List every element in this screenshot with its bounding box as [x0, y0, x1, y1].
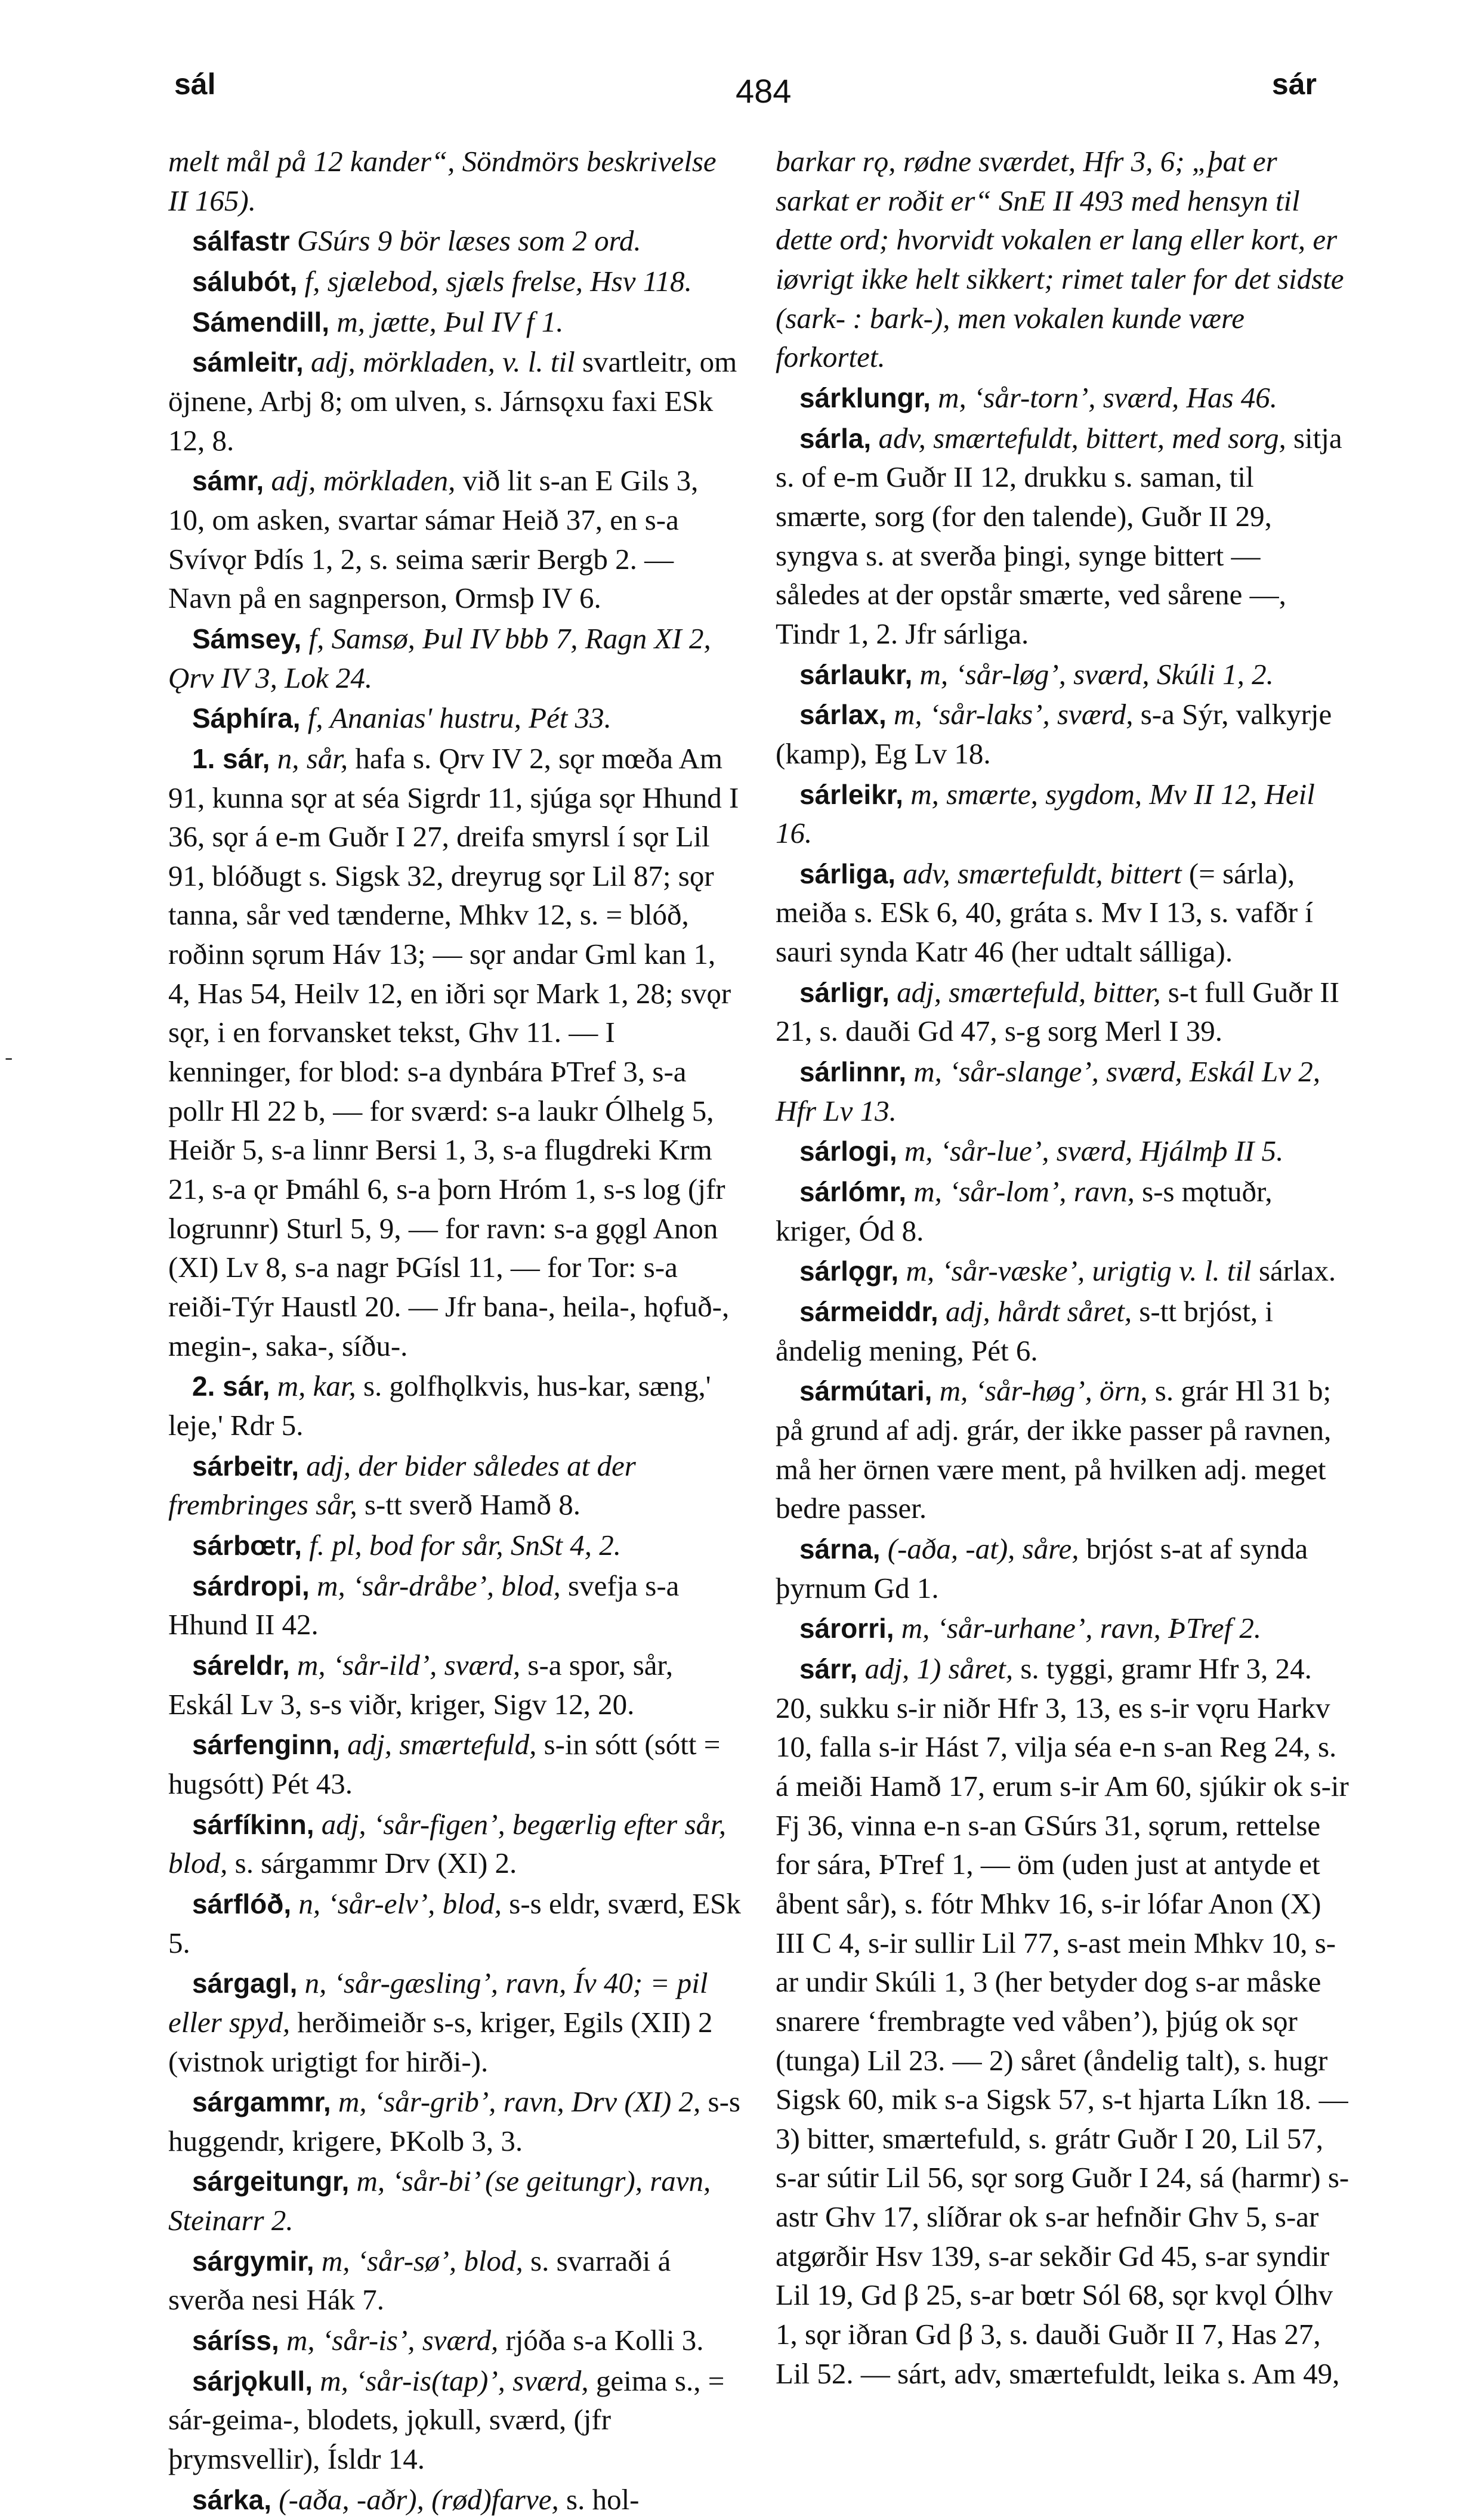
dictionary-entry	[168, 1366, 741, 1445]
entry-definition: m, jætte, Þul IV f 1.	[336, 305, 564, 338]
entry-headword: sárfenginn,	[192, 1729, 340, 1761]
entry-definition: adj, hårdt såret,	[945, 1295, 1132, 1328]
dictionary-entry	[776, 1371, 1351, 1528]
dictionary-entry	[776, 142, 1351, 377]
entry-headword: sáreldr,	[192, 1649, 290, 1681]
entry-headword: sálubót,	[192, 265, 298, 297]
entry-headword: sárgagl,	[192, 1968, 298, 1999]
entry-definition: f, sjælebod, sjæls frelse, Hsv 118.	[304, 264, 692, 298]
dictionary-entry	[168, 342, 741, 460]
entry-body: s. tyggi, gramr Hfr 3, 24. 20, sukku s-ir niðr Hfr 3, 13, es s-ir vǫru Harkv 10, falla s-ir Hást 7, vilja séa e-n s-an Reg 24, s. á meiði Hamð 17, erum s-ir Am 60, sjúkir ok s-ir Fj 36, vinna e-n s-an GSúrs 31, sǫrum, rettelse for sára, ÞTref 1, — öm (uden just at antyde et åbent sår), s. fótr Mhkv 16, s-ir lófar Anon (X) III C 4, s-ir sullir Lil 77, s-ast mein Mhkv 10, s-ar undir Skúli 1, 3 (her betyder dog s-ar måske snarere ‘frembragte ved våben’), þjúg ok sǫr (tunga) Lil 23. — 2) såret (åndelig talt), s. hugr Sigsk 60, mik s-a Sigsk 57, s-t hjarta Líkn 18. — 3) bitter, smærtefuld, s. grátr Guðr I 20, Lil 57, s-ar sútir Lil 56, sǫr sorg Guðr I 24, sá (harmr) s-astr Ghv 17, slíðrar ok s-ar hefnðir Ghv 5, s-ar atgørðir Hsv 139, s-ar sekðir Gd 45, s-ar syndir Lil 19, Gd β 25, s-ar bœtr Sól 68, sǫr kvǫl Ólhv 1, sǫr iðran Gd β 3, s. dauði Guðr II 7, Has 27, Lil 52. — sárt, adv, smærtefuldt, leika s. Am 49,	[776, 1652, 1350, 2390]
entry-definition: m, ‘sår-grib’, ravn, Drv (XI) 2,	[338, 2085, 701, 2119]
entry-body: s-s huggendr, krigere, ÞKolb 3, 3.	[168, 2085, 741, 2157]
dictionary-entry	[168, 461, 741, 618]
dictionary-entry	[776, 378, 1351, 418]
entry-definition: m, ‘sår-ild’, sværd,	[297, 1648, 521, 1681]
right-column	[776, 142, 1351, 2394]
entry-body: s. svarraði á sverða nesi Hák 7.	[168, 2244, 671, 2317]
entry-definition: barkar rǫ, rødne sværdet, Hfr 3, 6; „þat er sarkat er roðit er“ SnE II 493 med hensyn til dette ord; hvorvidt vokalen er lang eller kort, er iøvrigt ikke helt sikkert; rimet taler for det sidste (sark- : bark-), men vokalen kunde være forkortet.	[776, 145, 1344, 374]
entry-body: (= sárla), meiða s. ESk 6, 40, gráta s. Mv I 13, s. vafðr í sauri synda Katr 46 (her udtalt sálliga).	[776, 857, 1313, 969]
dictionary-entry	[168, 2241, 741, 2320]
dictionary-entry	[776, 1292, 1351, 1370]
dictionary-entry	[776, 973, 1351, 1051]
entry-body: s-tt sverð Hamð 8.	[364, 1488, 580, 1522]
dictionary-entry	[776, 1649, 1351, 2393]
entry-headword: sárlogi,	[799, 1136, 897, 1167]
entry-definition: m, ‘sår-væske’, urigtig v. l. til	[906, 1254, 1252, 1288]
entry-body: geima s., = sár-geima-, blodets, jǫkull, sværd, (jfr þrymsvellir), Ísldr 14.	[168, 2364, 725, 2476]
entry-headword: sárleikr,	[799, 778, 903, 810]
entry-body: s. golfhǫlkvis, hus-kar, sæng,' leje,' Rdr 5.	[168, 1369, 711, 1442]
dictionary-entry	[776, 1529, 1351, 1607]
entry-body: sitja s. of e-m Guðr II 12, drukku s. saman, til smærte, sorg (for den talende), Guðr II 29, syngva s. at sverða þingi, synge bittert — således at der opstår smærte, ved sårene —, Tindr 1, 2. Jfr sárliga.	[776, 421, 1342, 650]
entry-definition: adj, smærtefuld,	[347, 1728, 537, 1761]
entry-headword: sárla,	[799, 422, 872, 454]
entry-headword: 2. sár,	[192, 1371, 270, 1402]
entry-definition: adj, 1) såret,	[864, 1652, 1014, 1685]
entry-headword: sámleitr,	[192, 347, 304, 378]
entry-body: s-a spor, sår, Eskál Lv 3, s-s viðr, kriger, Sigv 12, 20.	[168, 1648, 674, 1721]
entry-definition: n, ‘sår-gæsling’, ravn, Ív 40; = pil eller spyd,	[168, 1966, 708, 2039]
entry-definition: m, ‘sår-urhane’, ravn, ÞTref 2.	[901, 1612, 1262, 1645]
entry-definition: m, ‘sår-torn’, sværd, Has 46.	[938, 381, 1278, 414]
entry-body: s. sárgammr Drv (XI) 2.	[234, 1847, 517, 1880]
entry-headword: sárna,	[799, 1533, 881, 1564]
entry-definition: m, ‘sår-is(tap)’, sværd,	[320, 2364, 589, 2397]
entry-headword: sárgymir,	[192, 2245, 314, 2277]
entry-headword: sárlǫgr,	[799, 1256, 899, 1287]
entry-definition: adj, mörkladen,	[271, 464, 456, 497]
dictionary-entry	[168, 2321, 741, 2360]
entry-headword: sáríss,	[192, 2325, 279, 2357]
dictionary-entry	[776, 655, 1351, 694]
dictionary-entry	[168, 142, 741, 220]
dictionary-entry	[168, 262, 741, 301]
entry-definition: m, ‘sår-lom’, ravn,	[913, 1175, 1135, 1208]
entry-definition: adj, smærtefuld, bitter,	[897, 975, 1161, 1009]
entry-definition: f. pl, bod for sår, SnSt 4, 2.	[309, 1528, 622, 1562]
dictionary-entry	[776, 1131, 1351, 1171]
entry-headword: Sámsey,	[192, 623, 302, 654]
dictionary-entry	[168, 739, 741, 1366]
dictionary-entry	[168, 619, 741, 697]
entry-headword: sárbœtr,	[192, 1529, 302, 1561]
entry-headword: sárka,	[192, 2484, 272, 2515]
entry-definition: adv, smærtefuldt, bittert, med sorg,	[878, 421, 1286, 454]
dictionary-entry	[168, 1805, 741, 1883]
entry-body: s-s mǫtuðr, kriger, Ód 8.	[776, 1175, 1273, 1247]
entry-headword: 1. sár,	[192, 743, 270, 774]
entry-headword: sármútari,	[799, 1375, 932, 1407]
dictionary-entry	[776, 419, 1351, 654]
entry-headword: sárligr,	[799, 976, 890, 1008]
dictionary-entry	[168, 1446, 741, 1525]
entry-body: sárlax.	[1258, 1254, 1336, 1288]
entry-body: svefja s-a Hhund II 42.	[168, 1569, 680, 1641]
dictionary-entry	[776, 1609, 1351, 1648]
entry-definition: m, smærte, sygdom, Mv II 12, Heil 16.	[776, 777, 1315, 850]
entry-definition: m, ‘sår-lue’, sværd, Hjálmþ II 5.	[904, 1134, 1284, 1168]
entry-definition: f, Ananias' hustru, Pét 33.	[307, 701, 612, 735]
dictionary-entry	[168, 1884, 741, 1962]
entry-body: svartleitr, om öjnene, Arbj 8; om ulven, s. Járnsǫxu faxi ESk 12, 8.	[168, 345, 737, 457]
dictionary-entry	[776, 854, 1351, 972]
dictionary-entry	[168, 1646, 741, 1724]
entry-body: herðimeiðr s-s, kriger, Egils (XII) 2 (vistnok urigtigt for hirði-).	[168, 2005, 713, 2078]
entry-definition: m, ‘sår-løg’, sværd, Skúli 1, 2.	[919, 657, 1274, 691]
entry-definition: adj, ‘sår-figen’, begærlig efter sår, blod,	[168, 1807, 726, 1880]
entry-headword: sármeiddr,	[799, 1296, 938, 1328]
entry-definition: n, sår,	[277, 741, 348, 775]
entry-definition: m, kar,	[277, 1369, 356, 1403]
dictionary-entry	[168, 1526, 741, 1565]
entry-definition: melt mål på 12 kander“, Söndmörs beskrivelse II 165).	[168, 145, 717, 217]
entry-definition: m, ‘sår-dråbe’, blod,	[317, 1569, 561, 1602]
entry-headword: sárfíkinn,	[192, 1808, 314, 1840]
dictionary-entry	[168, 302, 741, 342]
dictionary-entry	[168, 1725, 741, 1803]
entry-headword: sárdropi,	[192, 1570, 310, 1601]
entry-definition: adj, mörkladen, v. l. til	[310, 345, 575, 379]
dictionary-entry	[168, 2480, 741, 2519]
dictionary-entry	[168, 2361, 741, 2479]
dictionary-entry	[776, 1251, 1351, 1291]
entry-headword: sárlax,	[799, 699, 887, 731]
entry-body: s-tt brjóst, i åndelig mening, Pét 6.	[776, 1295, 1273, 1367]
entry-body: s. hol-	[566, 2482, 640, 2516]
entry-headword: sárlinnr,	[799, 1056, 906, 1088]
entry-definition: adj, der bider således at der frembringes sår,	[168, 1449, 636, 1522]
dictionary-entry	[776, 775, 1351, 853]
dictionary-entry	[168, 2082, 741, 2160]
dictionary-entry	[168, 221, 741, 261]
dictionary-entry	[168, 698, 741, 738]
dictionary-entry	[776, 695, 1351, 773]
entry-definition: f, Samsø, Þul IV bbb 7, Ragn XI 2, Ǫrv IV 3, Lok 24.	[168, 622, 711, 694]
entry-definition: adv, smærtefuldt, bittert	[903, 857, 1182, 890]
entry-headword: sárflóð,	[192, 1888, 292, 1919]
entry-body: rjóða s-a Kolli 3.	[505, 2324, 704, 2357]
entry-headword: sálfastr	[192, 225, 290, 257]
entry-definition: GSúrs 9 bör læses som 2 ord.	[297, 224, 641, 258]
entry-definition: m, ‘sår-is’, sværd,	[286, 2324, 499, 2357]
entry-headword: sárjǫkull,	[192, 2365, 313, 2397]
entry-body: brjóst s-at af synda þyrnum Gd 1.	[776, 1532, 1308, 1604]
right-running-headword: sár	[1271, 67, 1317, 101]
page-header	[0, 67, 1473, 120]
dictionary-entry	[168, 2162, 741, 2240]
page-number: 484	[736, 72, 792, 110]
entry-headword: sárklungr,	[799, 382, 931, 413]
entry-body: s. grár Hl 31 b; på grund af adj. grár, der ikke passer på ravnen, må her örnen være ment, på hvilken adj. meget bedre passer.	[776, 1374, 1332, 1525]
entry-body: s-s eldr, sværd, ESk 5.	[168, 1887, 741, 1959]
entry-body: s-in sótt (sótt = hugsótt) Pét 43.	[168, 1728, 721, 1800]
entry-definition: m, ‘sår-laks’, sværd,	[894, 698, 1134, 731]
entry-headword: sámr,	[192, 465, 264, 497]
entry-headword: sárr,	[799, 1653, 858, 1684]
entry-headword: sárlaukr,	[799, 658, 913, 690]
margin-mark: -	[5, 1043, 13, 1070]
entry-definition: m, ‘sår-høg’, örn,	[939, 1374, 1148, 1408]
entry-headword: sárlómr,	[799, 1176, 906, 1208]
dictionary-entry	[168, 1964, 741, 2081]
entry-definition: n, ‘sår-elv’, blod,	[298, 1887, 502, 1920]
entry-headword: sárgammr,	[192, 2086, 331, 2118]
entry-headword: Sáphíra,	[192, 703, 301, 734]
entry-body: s-t full Guðr II 21, s. dauði Gd 47, s-g sorg Merl I 39.	[776, 975, 1339, 1048]
left-running-headword: sál	[174, 67, 216, 101]
entry-body: hafa s. Ǫrv IV 2, sǫr mœða Am 91, kunna sǫr at séa Sigrdr 11, sjúga sǫr Hhund I 36, sǫr á e-m Guðr I 27, dreifa smyrsl í sǫr Lil 91, blóðugt s. Sigsk 32, dreyrug sǫr Lil 87; sǫr tanna, sår ved tænderne, Mhkv 12, s. = blóð, roðinn sǫrum Háv 13; — sǫr andar Gml kan 1, 4, Has 54, Heilv 12, en iðri sǫr Mark 1, 28; svǫr sǫr, i en forvansket tekst, Ghv 11. — I kenninger, for blod: s-a dynbára ÞTref 3, s-a pollr Hl 22 b, — for sværd: s-a laukr Ólhelg 5, Heiðr 5, s-a linnr Bersi 1, 3, s-a flugdreki Krm 21, s-a ǫr Þmáhl 6, s-a þorn Hróm 1, s-s log (jfr logrunnr) Sturl 5, 9, — for ravn: s-a gǫgl Anon (XI) Lv 8, s-a nagr ÞGísl 11, — for Tor: s-a reiði-Týr Haustl 20. — Jfr bana-, heila-, hǫfuð-, megin-, saka-, síðu-.	[168, 741, 739, 1362]
entry-headword: sárliga,	[799, 858, 896, 889]
left-column	[168, 142, 741, 2520]
entry-definition: m, ‘sår-bi’ (se geitungr), ravn, Steinarr 2.	[168, 2165, 711, 2237]
dictionary-entry	[168, 1566, 741, 1644]
entry-definition: (-aða, -aðr), (rød)farve,	[279, 2482, 559, 2516]
entry-headword: Sámendill,	[192, 306, 330, 338]
entry-definition: m, ‘sår-sø’, blod,	[321, 2244, 523, 2277]
dictionary-entry	[776, 1172, 1351, 1250]
entry-body: s-a Sýr, valkyrje (kamp), Eg Lv 18.	[776, 698, 1332, 770]
entry-headword: sárgeitungr,	[192, 2166, 350, 2197]
entry-definition: m, ‘sår-slange’, sværd, Eskál Lv 2, Hfr Lv 13.	[776, 1055, 1321, 1127]
dictionary-entry	[776, 1052, 1351, 1130]
entry-headword: sárorri,	[799, 1613, 894, 1644]
entry-headword: sárbeitr,	[192, 1450, 299, 1482]
entry-body: við lit s-an E Gils 3, 10, om asken, svartar sámar Heið 37, en s-a Svívǫr Þdís 1, 2, s. seima særir Bergb 2. — Navn på en sagnperson, Ormsþ IV 6.	[168, 464, 699, 615]
entry-definition: (-aða, -at), såre,	[887, 1532, 1079, 1565]
